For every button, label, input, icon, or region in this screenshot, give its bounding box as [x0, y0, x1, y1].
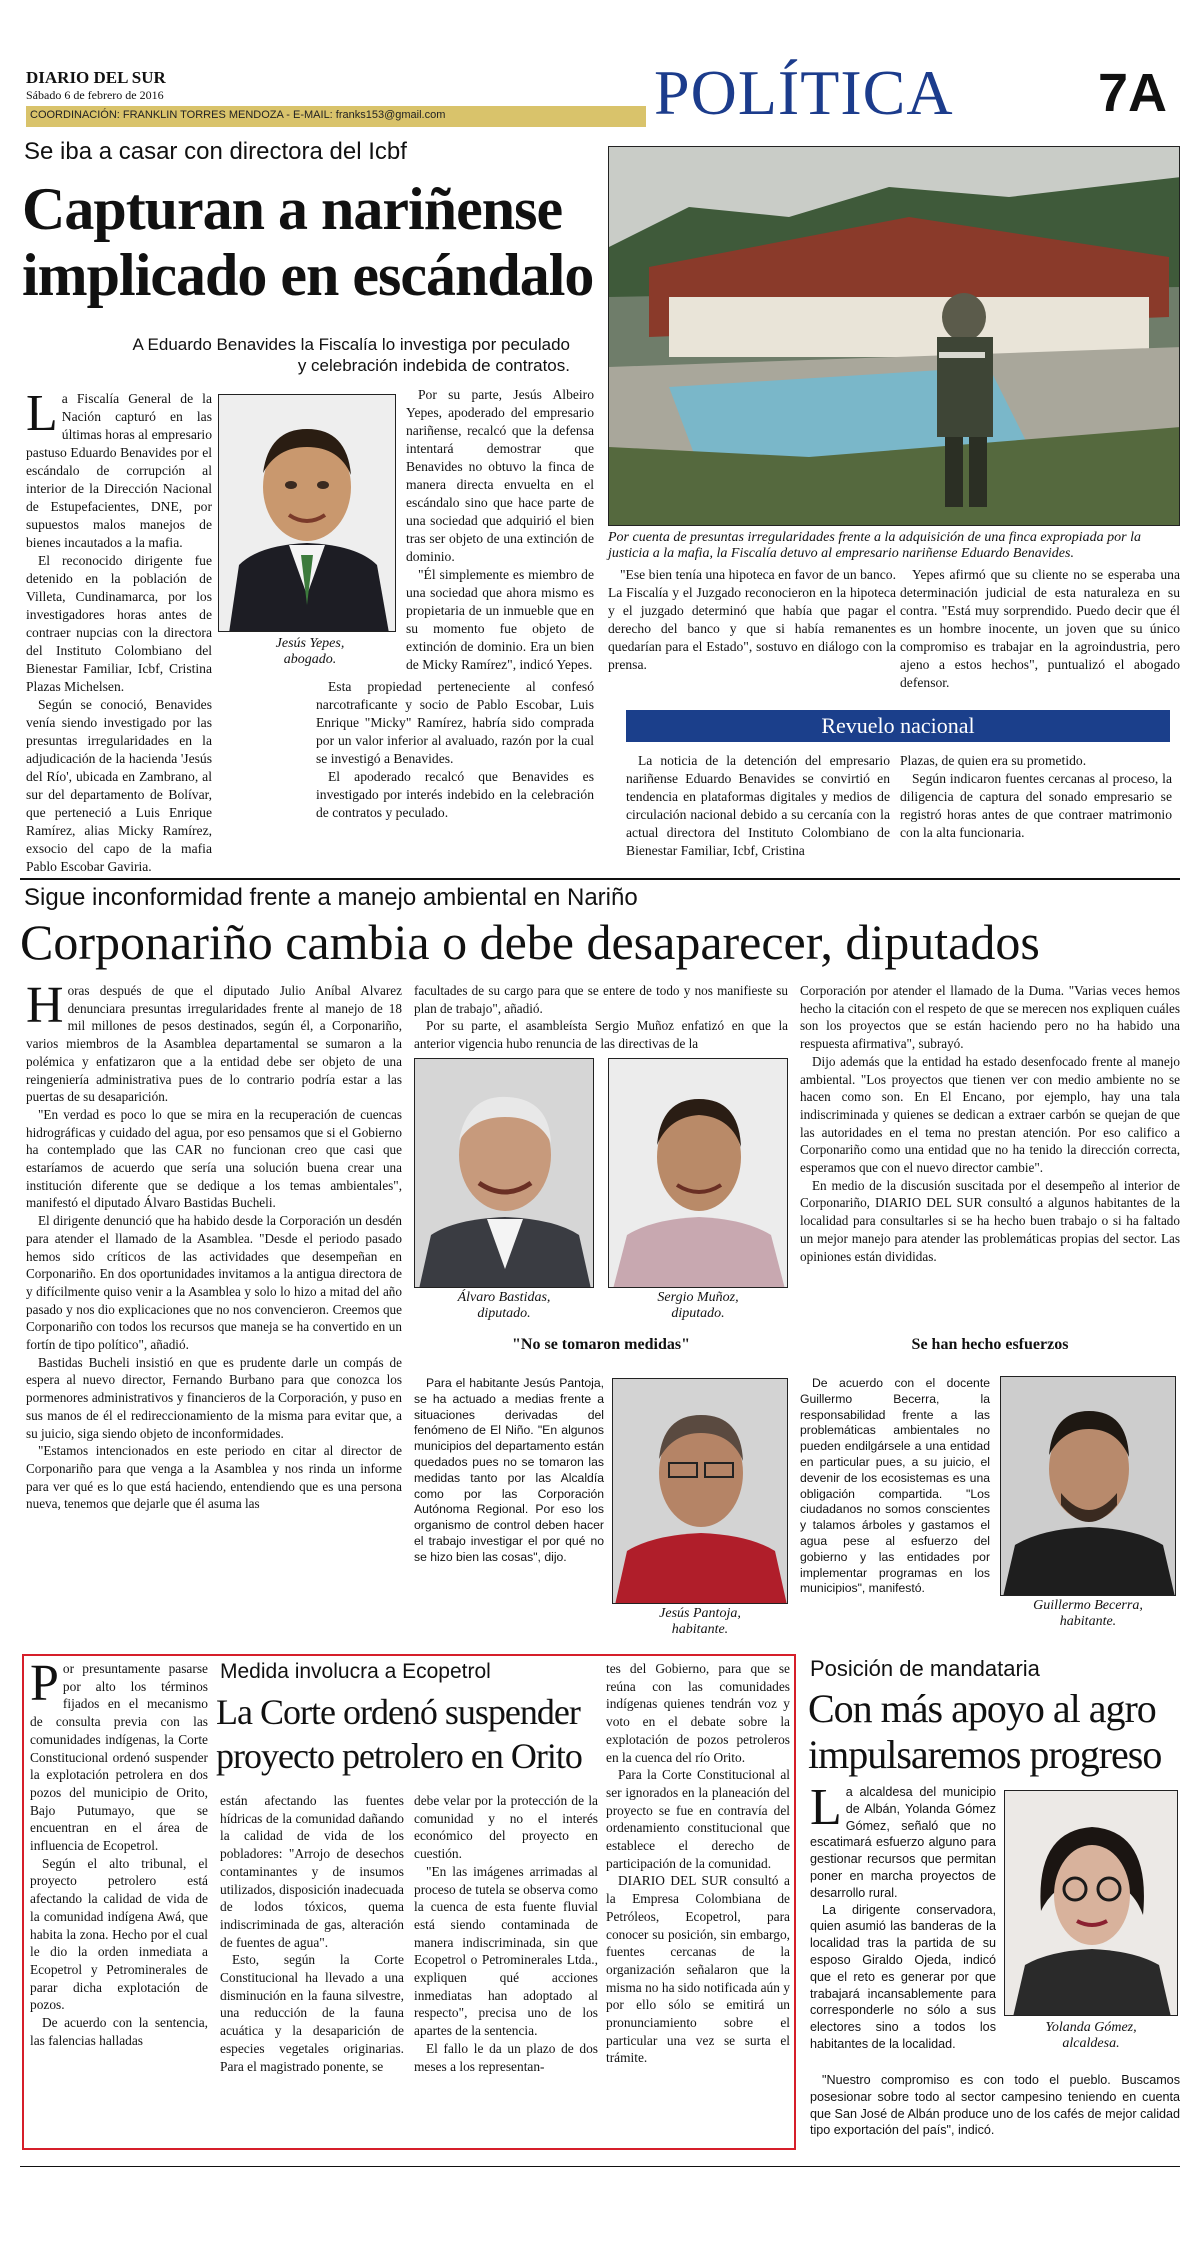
story3-paragraph: están afectando las fuentes hídricas de la comunidad dañando la calidad de vida de los pobladores: "Arrojo de desechos contaminantes y de insumos utilizados, disposición inadecuada de lodos tóxicos, quema indiscriminada de gas, alteración de fuentes de agua". — [220, 1793, 404, 1950]
gomez-caption-name: Yolanda Gómez, — [1045, 2020, 1137, 2035]
story4-headline-line1: Con más apoyo al agro — [808, 1686, 1156, 1731]
story1-kicker: Se iba a casar con directora del Icbf — [24, 138, 407, 165]
story3-column1 — [30, 1655, 208, 2049]
munoz-photo — [608, 1058, 788, 1288]
gomez-portrait-icon — [1005, 1791, 1178, 2016]
story1-paragraph: a Fiscalía General de la Nación capturó en las últimas horas al empresario pastuso Eduardo Benavides por el escándalo de corrupción al interior de la Dirección Nacional de Estupefacientes, DNE, por supuestos malos manejos de bienes incautados a la mafia. — [26, 391, 212, 550]
revuelo-box-column2 — [900, 752, 1172, 842]
issue-date: Sábado 6 de febrero de 2016 — [26, 88, 164, 102]
munoz-caption-role: diputado. — [671, 1306, 725, 1321]
story4-column1 — [810, 1779, 996, 2053]
story4-headline — [808, 1686, 1188, 1778]
story2-paragraph: "Estamos intencionados en este periodo en citar al director de Corponariño para que venga a la Asamblea y nos rinda un informe para ver qué es lo que está haciendo, entendiendo que es una persona nueva, tenemos que dejarle que él asuma las — [26, 1443, 402, 1512]
story1-paragraph: "Ese bien tenía una hipoteca en favor de un banco. La Fiscalía y el Juzgado reconocieron en la hipoteca y el juzgado determinó que había que pagar el derecho del banco y que si había remanentes quedarían para el Estado", sostuvo en diálogo con la prensa. — [608, 567, 896, 672]
main-photo-caption: Por cuenta de presuntas irregularidades frente a la adquisición de una finca expropiada por la justicia a la mafia, la Fiscalía detuvo al empresario nariñense Eduardo Benavides. — [608, 530, 1141, 561]
munoz-portrait-icon — [609, 1059, 788, 1288]
story3-headline — [216, 1690, 596, 1778]
story2-paragraph: Dijo además que la entidad ha estado desenfocado frente al manejo ambiental. "Los proyectos que tienen ver con medio ambiente no se hacen como son. En El Encano, por ejemplo, hay una tala indiscriminada y quienes se dedican a extraer carbón se quejan de que las autoridades en el tema no prestan atención. Por eso califico a Corponariño como una entidad que no ha tenido la dirección correcta, esperamos que con el nuevo director cambie". — [800, 1053, 1180, 1176]
pantoja-caption-role: habitante. — [671, 1622, 729, 1637]
story3-column2 — [220, 1792, 404, 2075]
bastidas-portrait-icon — [415, 1059, 594, 1288]
story4-dropcap: L — [810, 1779, 842, 1836]
bastidas-caption-name: Álvaro Bastidas, — [457, 1290, 551, 1305]
pantoja-photo — [612, 1378, 788, 1604]
story3-paragraph: Esto, según la Corte Constitucional ha llevado a una disminución en la fauna silvestre, una reducción de la fauna acuática y la desaparición de especies vegetales originarias. Para el magistrado ponente, se — [220, 1952, 404, 2074]
story2-dropcap: H — [26, 977, 64, 1034]
paper-name: DIARIO DEL SUR — [26, 68, 166, 87]
revuelo-paragraph: Plazas, de quien era su prometido. — [900, 753, 1087, 768]
story3-paragraph: El fallo le da un plazo de dos meses a los representan- — [414, 2040, 598, 2074]
no-se-tomaron-title: "No se tomaron medidas" — [512, 1336, 690, 1353]
story1-paragraph: Yepes afirmó que su cliente no se esperaba una determinación judicial de esta naturaleza en su contra. "Está muy sorprendido. Puedo decir que él es un hombre inocente, un joven que su único compromiso es trabajar en la agroindustria, pero ajeno a estos hechos", puntualizó el abogado defensor. — [900, 567, 1180, 690]
munoz-caption — [608, 1290, 788, 1322]
story2-paragraph: Corporación por atender el llamado de la Duma. "Varias veces hemos hecho la citación con el respeto de que se merecen nos expliquen cuáles son los proyectos que se están haciendo pero no ha habido una respuesta afirmativa", subrayó. — [800, 983, 1180, 1052]
coordination-bar — [26, 106, 646, 127]
story2-headline: Corponariño cambia o debe desaparecer, diputados — [20, 914, 1040, 970]
story3-dropcap: P — [30, 1655, 59, 1712]
gomez-caption — [1004, 2020, 1178, 2052]
story4-headline-line2: impulsaremos progreso — [808, 1732, 1162, 1777]
story3-paragraph: Para la Corte Constitucional al ser ignorados en la planeación del proyecto se fue en contravía del ordenamiento constitucional que establece el derecho de participación de la comunidad. — [606, 1767, 790, 1871]
story2-paragraph: El dirigente denunció que ha habido desde la Corporación un desdén para atender el llamado de la Asamblea. "Desde el periodo pasado hemos sido críticos de las actividades que desempeñan en Corponariño. En dos oportunidades invitamos a la antigua directora de y difícilmente quiso venir a la Asamblea y solo lo hizo a mitad del año pasado y nos dio explicaciones que no nos convencieron. Creemos que Corponariño con todos los recursos que maneja se ha convertido en un fortín de tipo político", añadió. — [26, 1213, 402, 1353]
story3-paragraph: Según el alto tribunal, el proyecto petrolero está afectando la calidad de vida de la comunidad indígena Awá, que habita la zona. Hecho por el cual le dio la orden inmediata a Ecopetrol y Petrominerales de parar dicha explotación de pozos. — [30, 1855, 208, 2013]
story2-paragraph: En medio de la discusión suscitada por el desempeño al interior de Corponariño, DIARIO DEL SUR consultó a algunos habitantes de la localidad para consultarles si se ha hecho buen trabajo o si ha faltado un mejor manejo para atender las problemáticas propias del sector. Las opiniones están divididas. — [800, 1177, 1180, 1264]
story3-paragraph: "En las imágenes arrimadas al proceso de tutela se observa como la cuenca de esta fuente fluvial está siendo contaminada de manera indiscriminada, sin que Ecopetrol o Petrominerales Ltda., expliquen qué acciones inmediatas han adoptado al respecto", precisa uno de los apartes de la sentencia. — [414, 1863, 598, 2039]
story2-kicker: Sigue inconformidad frente a manejo ambiental en Nariño — [24, 884, 638, 911]
yepes-caption-name: Jesús Yepes, — [275, 636, 345, 651]
yepes-photo — [218, 394, 396, 632]
yepes-caption-role: abogado. — [283, 652, 337, 667]
story4-paragraph: "Nuestro compromiso es con todo el pueblo. Buscamos posesionar sobre todo al sector campesino teniendo en cuenta que San José de Albán produce uno de los cafés de mejor calidad tipo exportación del país", indicó. — [810, 2073, 1180, 2138]
revuelo-paragraph: Según indicaron fuentes cercanas al proceso, la diligencia de captura del sonado empresario se registró horas antes de que contraer matrimonio con la alta funcionaria. — [900, 771, 1172, 840]
becerra-caption-name: Guillermo Becerra, — [1033, 1598, 1143, 1613]
story4-quote — [810, 2072, 1180, 2139]
story4-paragraph: La dirigente conservadora, quien asumió las banderas de la localidad tras la partida de su esposo Giraldo Ojeda, indicó que el reto es generar por que trabajará incansablemente para corresponderle no sólo a sus electores sino a todos los habitantes de la localidad. — [810, 1902, 996, 2051]
estate-scene-icon — [609, 147, 1180, 526]
story1-column4 — [900, 566, 1180, 692]
esfuerzos-title: Se han hecho esfuerzos — [911, 1336, 1069, 1353]
munoz-caption-name: Sergio Muñoz, — [657, 1290, 739, 1305]
story2-paragraph: Bastidas Bucheli insistió en que es prudente darle un compás de espera al nuevo director, Fernando Burbano para que conozca los pormenores administrativos y financieros de la Corporación, y puso en sus manos de él el redireccionamiento de la misma para evitar que, a su juicio, siga siendo objeto de inconformidades. — [26, 1354, 402, 1441]
story2-paragraph: Por su parte, el asambleísta Sergio Muñoz enfatizó en que la anterior vigencia hubo renuncia de las directivas de la — [414, 1018, 788, 1052]
bottom-rule — [20, 2166, 1180, 2167]
revuelo-box-column1 — [626, 752, 890, 860]
esfuerzos-text — [800, 1376, 990, 1597]
story1-paragraph: Por su parte, Jesús Albeiro Yepes, apoderado del empresario nariñense, recalcó que la defensa intentará demostrar que Benavides no obtuvo la finca de manera directa envuelta en el escándalo sino que hace parte de una sociedad que adquirió el bien tras ser objeto de una extinción de dominio. — [406, 387, 594, 564]
story1-headline-line2: implicado en escándalo — [22, 242, 594, 308]
section-divider — [20, 878, 1180, 880]
story2-column2 — [414, 982, 788, 1053]
story1-paragraph: "Él simplemente es miembro de una sociedad que ahora mismo es propietaria de un inmueble que en su momento fue objeto de extinción de dominio. Era un bien de Micky Ramírez", indicó Yepes. — [406, 567, 594, 672]
story3-column3 — [414, 1792, 598, 2075]
story1-column3 — [608, 566, 896, 674]
story3-paragraph: or presuntamente pasarse por alto los términos fijados en el mecanismo de consulta previa con las comunidades indígenas, la Corte Constitucional ordenó suspender la explotación petrolera en dos pozos del municipio de Orito, Bajo Putumayo, que se encuentran en el área de influencia de Ecopetrol. — [30, 1661, 208, 1854]
story1-dropcap: L — [26, 385, 58, 442]
bastidas-photo — [414, 1058, 594, 1288]
no-se-tomaron-text — [414, 1376, 604, 1566]
bastidas-caption — [414, 1290, 594, 1322]
gomez-photo — [1004, 1790, 1178, 2016]
story1-deck-line1: A Eduardo Benavides la Fiscalía lo investiga por peculado — [132, 335, 570, 354]
story3-paragraph: tes del Gobierno, para que se reúna con las comunidades indígenas quienes tendrán voz y voto en el debate sobre la explotación de pozos petroleros en la cuenca del río Orito. — [606, 1661, 790, 1765]
becerra-portrait-icon — [1001, 1377, 1176, 1596]
story1-column2-continued — [316, 678, 594, 822]
story1-column1 — [26, 385, 212, 876]
pantoja-portrait-icon — [613, 1379, 788, 1604]
story2-column1 — [26, 977, 402, 1513]
story1-headline — [22, 176, 612, 308]
bastidas-caption-role: diputado. — [477, 1306, 531, 1321]
story1-paragraph: El apoderado recalcó que Benavides es investigado por interés indebido en la celebración de contratos y peculado. — [316, 769, 594, 820]
yepes-caption — [240, 636, 380, 668]
pantoja-paragraph: Para el habitante Jesús Pantoja, se ha actuado a medias frente a situaciones derivadas del fenómeno de El Niño. "En algunos municipios del departamento están quedados pues no se tomaron las medidas tanto por las Alcaldía como por las Corporación Autónoma Regional. Por eso los organismo de control deben hacer el trabajo investigar el por qué no se hizo bien las cosas", dijo. — [414, 1376, 604, 1564]
revuelo-box-title: Revuelo nacional — [626, 710, 1170, 742]
yepes-portrait-icon — [219, 395, 396, 632]
gomez-caption-role: alcaldesa. — [1062, 2036, 1120, 2051]
story2-column3 — [800, 982, 1180, 1265]
page-number: 7A — [1098, 63, 1168, 123]
section-title: POLÍTICA — [654, 57, 954, 128]
story1-deck-line2: y celebración indebida de contratos. — [297, 356, 570, 375]
story1-paragraph: Según se conoció, Benavides venía siendo investigado por las presuntas irregularidades en la adjudicación de la hacienda 'Jesús del Río', ubicada en Zambrano, al sur del departamento de Bolívar, que perteneció a Luis Enrique Ramírez, alias Micky Ramírez, exsocio del capo de la mafia Pablo Escobar Gaviria. — [26, 697, 212, 874]
becerra-paragraph: De acuerdo con el docente Guillermo Becerra, la responsabilidad frente a las problemáticas ambientales no pueden endilgársele a una entidad en particular pues, a su juicio, el devenir de los ecosistemas es una obligación compartida. "Los ciudadanos no somos conscientes y talamos árboles y gastamos el agua pese al esfuerzo del gobierno y las entidades por implementar programas en los municipios", manifestó. — [800, 1376, 990, 1596]
story3-kicker: Medida involucra a Ecopetrol — [220, 1660, 491, 1683]
becerra-caption — [1000, 1598, 1176, 1630]
story2-paragraph: oras después de que el diputado Julio Aníbal Alvarez denunciara presuntas irregularidades frente al manejo de 18 mil millones de pesos destinados, según él, a Corponariño, varios miembros de la Asamblea departamental se sumaron a la polémica y enfatizaron que a la entidad debe ser objeto de una reingeniería administrativa pues de lo contrario podría estar a las puertas de su desaparición. — [26, 983, 402, 1105]
story3-paragraph: De acuerdo con la sentencia, las falencias halladas — [30, 2015, 208, 2048]
story2-paragraph: "En verdad es poco lo que se mira en la recuperación de cuencas hidrográficas y cuidado del agua, por eso pensamos que si el Gobierno ha contemplado que las CAR no funcionan creo que casi que estaríamos de acuerdo que sería una solución buena crear una institución diferente que se dedique a los temas ambientales", manifestó el diputado Álvaro Bastidas Bucheli. — [26, 1106, 402, 1211]
story3-headline-line2: proyecto petrolero en Orito — [216, 1736, 582, 1776]
story2-paragraph: facultades de su cargo para que se entere de todo y nos manifieste su plan de trabajo", añadió. — [414, 983, 788, 1016]
story1-paragraph: Esta propiedad perteneciente al confesó narcotraficante y socio de Pablo Escobar, Luis Enrique "Micky" Ramírez, habría sido comprada por un valor inferior al avaluado, razón por la cual se investigó a Benavides. — [316, 679, 594, 766]
pantoja-caption-name: Jesús Pantoja, — [659, 1606, 741, 1621]
becerra-photo — [1000, 1376, 1176, 1596]
story1-headline-line1: Capturan a nariñense — [22, 176, 563, 242]
pantoja-caption — [612, 1606, 788, 1638]
story1-column2 — [406, 386, 594, 674]
story3-headline-line1: La Corte ordenó suspender — [216, 1692, 580, 1732]
story4-paragraph: a alcaldesa del municipio de Albán, Yolanda Gómez Gómez, señaló que no escatimará esfuerzo alguno para gestionar recursos que permitan poner en marcha proyectos de desarrollo rural. — [810, 1785, 996, 1900]
revuelo-paragraph: La noticia de la detención del empresario nariñense Eduardo Benavides se convirtió en tendencia en plataformas digitales y medios de circulación nacional debido a su cercanía con la actual directora del Instituto Colombiano de Bienestar Familiar, Icbf, Cristina — [626, 753, 890, 858]
story1-paragraph: El reconocido dirigente fue detenido en la población de Villeta, Cundinamarca, por los investigadores horas antes de contraer nupcias con la directora del Instituto Colombiano del Bienestar Familiar, Icbf, Cristina Plazas Michelsen. — [26, 553, 212, 694]
story3-paragraph: debe velar por la protección de la comunidad y no el interés económico del proyecto en cuestión. — [414, 1793, 598, 1862]
coordination-text: COORDINACIÓN: FRANKLIN TORRES MENDOZA - E-MAIL: franks153@gmail.com — [30, 109, 446, 121]
story4-kicker: Posición de mandataria — [810, 1656, 1040, 1681]
story3-paragraph: DIARIO DEL SUR consultó a la Empresa Colombiana de Petróleos, Ecopetrol, para conocer su posición, sin embargo, fuentes cercanas de la organización señalaron que la misma no ha sido notificada aún y por ello sólo se emitirá un pronunciamiento sobre el particular una vez se surta el trámite. — [606, 1873, 790, 2066]
main-photo — [608, 146, 1180, 526]
becerra-caption-role: habitante. — [1059, 1614, 1117, 1629]
story3-column4 — [606, 1660, 790, 2067]
story1-deck — [70, 334, 570, 376]
